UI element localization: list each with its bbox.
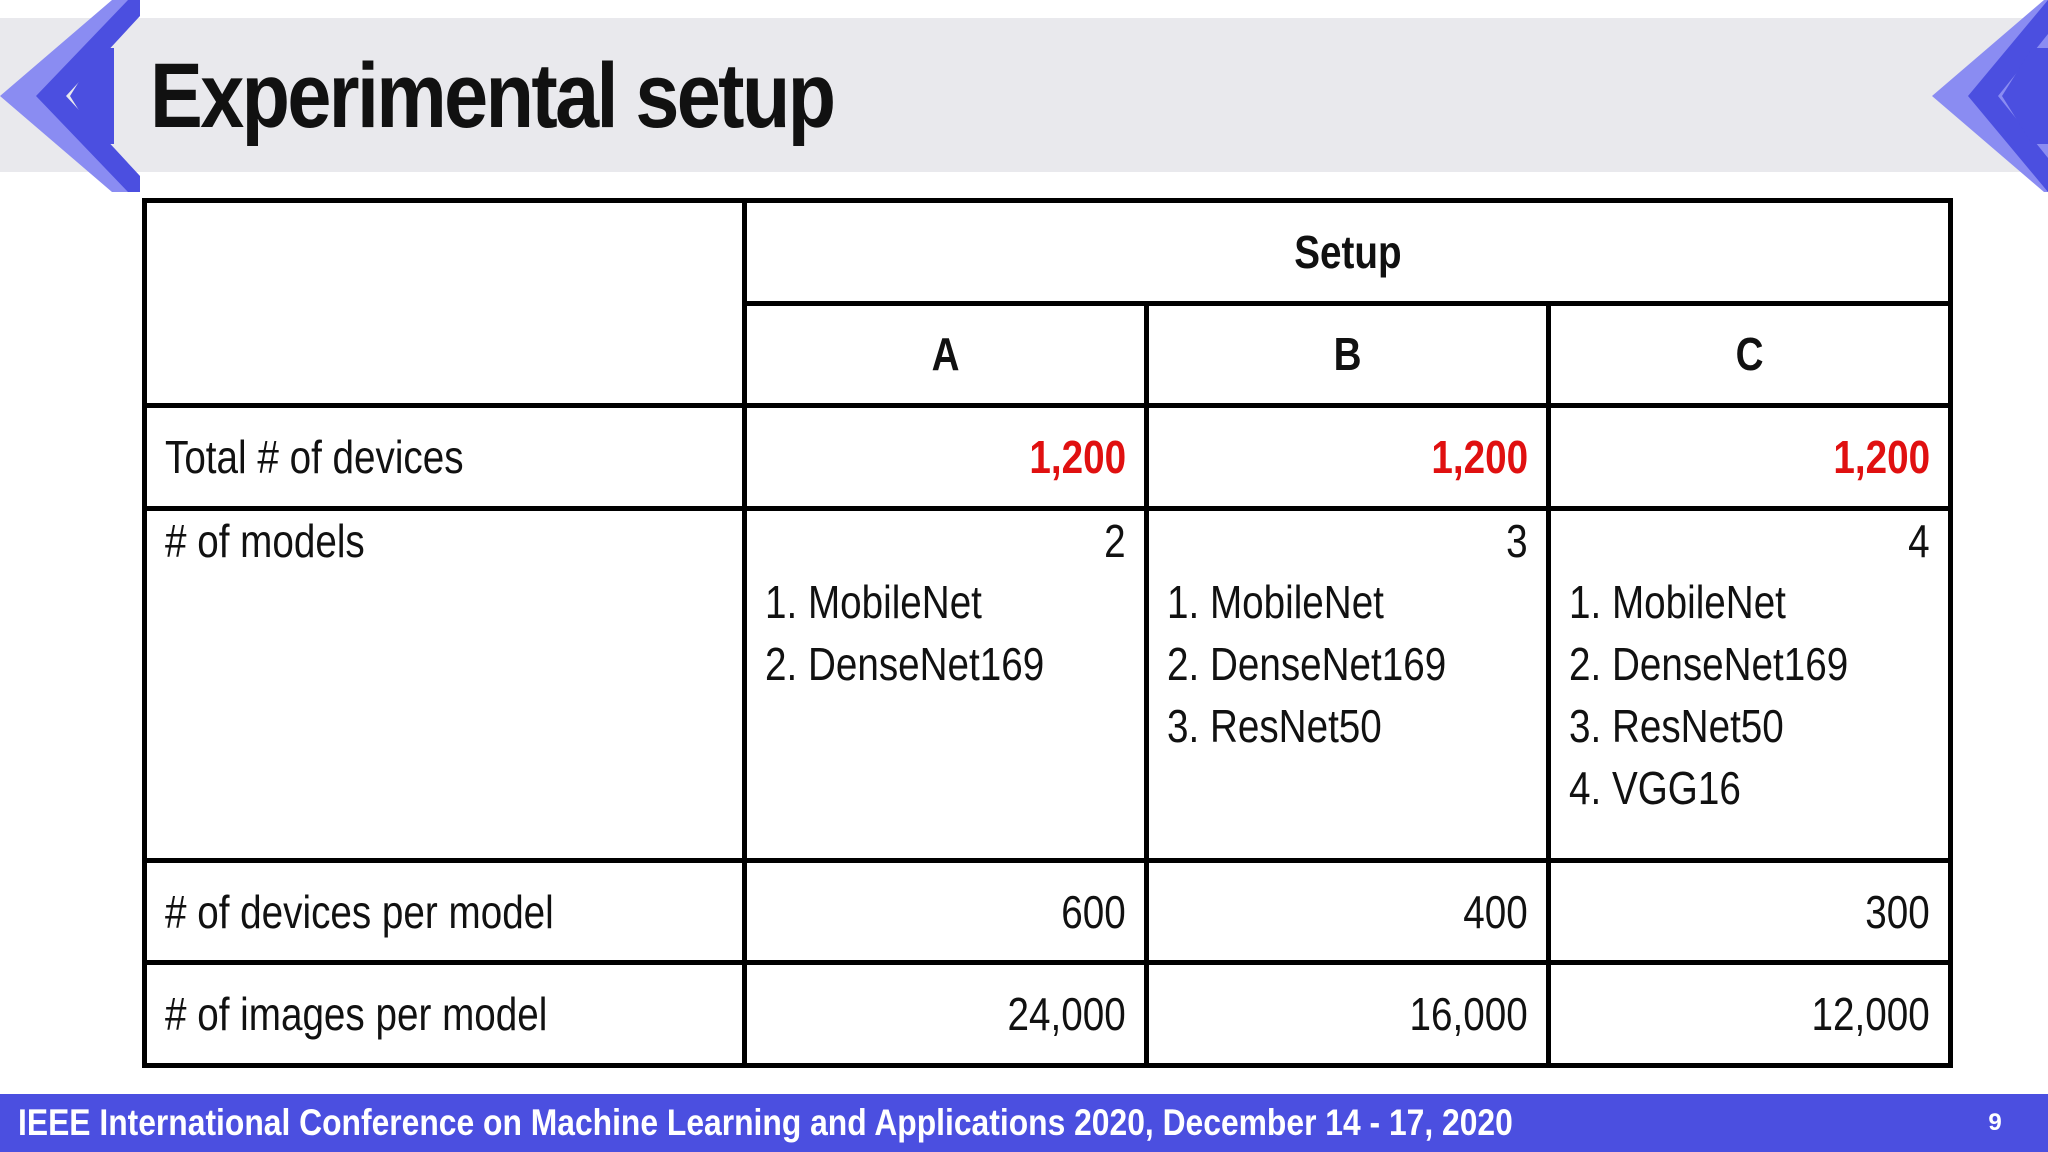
table-row	[145, 508, 1951, 860]
chevron-left-icon	[0, 0, 140, 192]
table-row	[145, 860, 1951, 963]
table-row	[145, 963, 1951, 1066]
total-devices-b: 1,200	[1147, 406, 1549, 509]
images-per-model-a: 24,000	[745, 963, 1147, 1066]
setup-header: Setup	[745, 201, 1951, 304]
setup-b-header: B	[1147, 303, 1549, 406]
row-label: # of devices per model	[145, 860, 745, 963]
total-devices-c: 1,200	[1549, 406, 1951, 509]
page-number: 9	[1988, 1109, 2002, 1136]
slide-title: Experimental setup	[150, 45, 834, 147]
table-row	[145, 406, 1951, 509]
list-item: 2. DenseNet169	[1167, 637, 1447, 690]
devices-per-model-b: 400	[1147, 860, 1549, 963]
models-b: 3 1. MobileNet 2. DenseNet169 3. ResNet50	[1147, 508, 1549, 860]
setup-c-header: C	[1549, 303, 1951, 406]
footer-bar	[0, 1094, 2048, 1152]
list-item: 4. VGG16	[1569, 761, 1741, 814]
devices-per-model-c: 300	[1549, 860, 1951, 963]
chevron-right-icon	[1932, 0, 2048, 192]
row-label: Total # of devices	[145, 406, 745, 509]
row-label: # of images per model	[145, 963, 745, 1066]
images-per-model-c: 12,000	[1549, 963, 1951, 1066]
list-item: 3. ResNet50	[1569, 699, 1784, 752]
devices-per-model-a: 600	[745, 860, 1147, 963]
list-item: 2. DenseNet169	[765, 637, 1045, 690]
setup-table	[142, 198, 1953, 1068]
setup-a-header: A	[745, 303, 1147, 406]
list-item: 2. DenseNet169	[1569, 637, 1849, 690]
list-item: 1. MobileNet	[1569, 575, 1786, 628]
list-item: 1. MobileNet	[765, 575, 982, 628]
corner-cell	[145, 201, 745, 406]
list-item: 1. MobileNet	[1167, 575, 1384, 628]
list-item: 3. ResNet50	[1167, 699, 1382, 752]
images-per-model-b: 16,000	[1147, 963, 1549, 1066]
models-a: 2 1. MobileNet 2. DenseNet169	[745, 508, 1147, 860]
footer-text: IEEE International Conference on Machine Learning and Applications 2020, December 14 - 17, 2020	[18, 1102, 1513, 1143]
row-label: # of models	[145, 508, 745, 860]
models-c: 4 1. MobileNet 2. DenseNet169 3. ResNet50 4. VGG16	[1549, 508, 1951, 860]
total-devices-a: 1,200	[745, 406, 1147, 509]
